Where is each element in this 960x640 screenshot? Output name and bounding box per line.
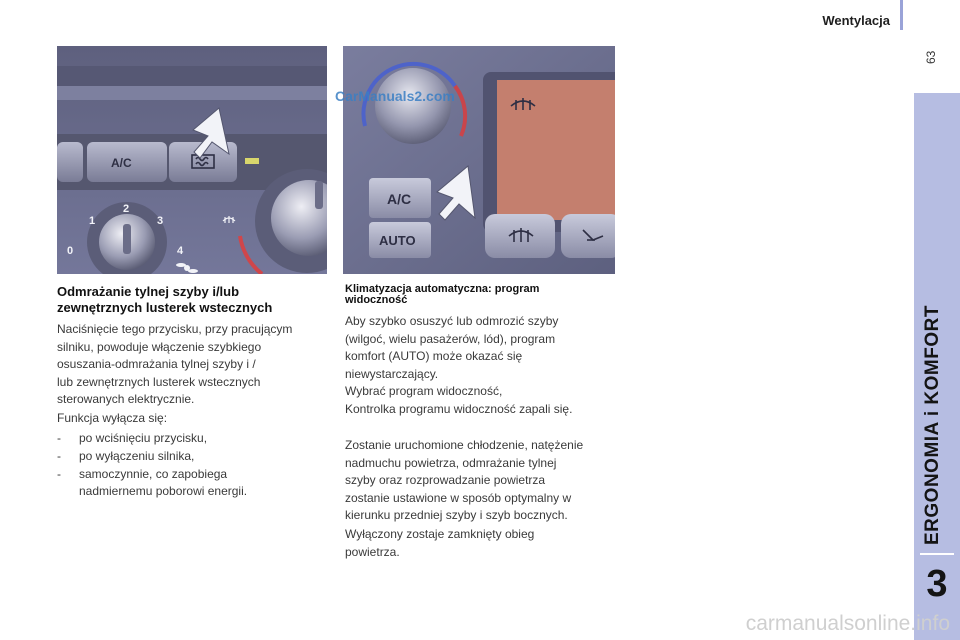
bullet-text: po wciśnięciu przycisku, <box>79 431 208 445</box>
text-line: osuszania-odmrażania tylnej szyby i / <box>57 357 256 371</box>
bullet-dash: - <box>57 467 61 481</box>
list-item <box>57 448 317 466</box>
text-line: Wybrać program widoczność, <box>345 384 503 398</box>
tab-divider <box>920 553 954 555</box>
dial-label-2: 2 <box>123 203 130 215</box>
dial-label-0: 0 <box>67 245 74 257</box>
bullet-text: samoczynnie, co zapobiega <box>79 467 228 481</box>
text-line: lub zewnętrznych lusterek wstecznych <box>57 374 261 389</box>
ac-button-label: A/C <box>111 156 132 170</box>
left-heading-line2: zewnętrznych lusterek wstecznych <box>57 300 273 315</box>
right-paragraph2 <box>345 383 572 418</box>
text-line: szyby oraz rozprowadzanie powietrza <box>345 473 546 487</box>
dial-label-1: 1 <box>89 215 96 227</box>
chapter-tab <box>914 93 960 640</box>
text-line: Naciśnięcie tego przycisku, przy pracującym <box>57 322 293 336</box>
bullet-dash: - <box>57 449 61 463</box>
text-line: sterowanych elektrycznie. <box>57 392 195 406</box>
left-paragraph2: Funkcja wyłącza się: <box>57 411 168 425</box>
footer-watermark: carmanualsonline.info <box>745 612 950 635</box>
text-line: powietrza. <box>345 544 400 559</box>
auto-button-label: AUTO <box>379 233 416 248</box>
watermark-text: CarManuals2.com <box>335 88 455 104</box>
dial-label-3: 3 <box>157 215 164 227</box>
header-rule <box>900 0 903 30</box>
text-line: komfort (AUTO) może okazać się <box>345 349 523 363</box>
visibility-program-panel-photo <box>343 46 615 274</box>
bullet-text: nadmiernemu poborowi energii. <box>79 484 248 498</box>
text-line: Zostanie uruchomione chłodzenie, natężenie <box>345 438 584 452</box>
section-title: Wentylacja <box>822 13 890 28</box>
rear-defrost-panel-photo <box>57 46 327 274</box>
right-heading-line1: Klimatyzacja automatyczna: program <box>345 283 540 295</box>
list-item <box>57 466 317 502</box>
bullet-dash: - <box>57 431 61 445</box>
right-paragraph4 <box>345 526 534 561</box>
chapter-number: 3 <box>926 563 948 605</box>
left-paragraph1 <box>57 321 292 409</box>
right-paragraph1 <box>345 313 558 383</box>
right-heading-line2: widoczność <box>345 294 408 306</box>
chapter-tab-label: ERGONOMIA i KOMFORT <box>922 305 943 545</box>
text-line: zostanie ustawione w sposób optymalny w <box>345 490 572 505</box>
left-heading-line1: Odmrażanie tylnej szyby i/lub <box>57 284 240 299</box>
bullet-text: po wyłączeniu silnika, <box>79 449 195 463</box>
text-line: niewystarczający. <box>345 366 439 381</box>
dial-label-4: 4 <box>177 245 184 257</box>
list-item <box>57 430 317 448</box>
right-paragraph3 <box>345 437 583 525</box>
text-line: Kontrolka programu widoczność zapali się. <box>345 401 573 416</box>
text-line: Wyłączony zostaje zamknięty obieg <box>345 527 535 541</box>
text-line: Aby szybko osuszyć lub odmrozić szyby <box>345 314 559 328</box>
page-number: 63 <box>924 50 938 64</box>
text-line: silniku, powoduje włączenie szybkiego <box>57 339 262 354</box>
text-line: (wilgoć, wielu pasażerów, lód), program <box>345 331 556 346</box>
windshield-icon <box>223 216 235 223</box>
text-line: nadmuchu powietrza, odmrażanie tylnej <box>345 455 557 470</box>
text-line: kierunku przedniej szyby i szyb bocznych. <box>345 508 568 522</box>
ac-button-label: A/C <box>387 191 412 207</box>
